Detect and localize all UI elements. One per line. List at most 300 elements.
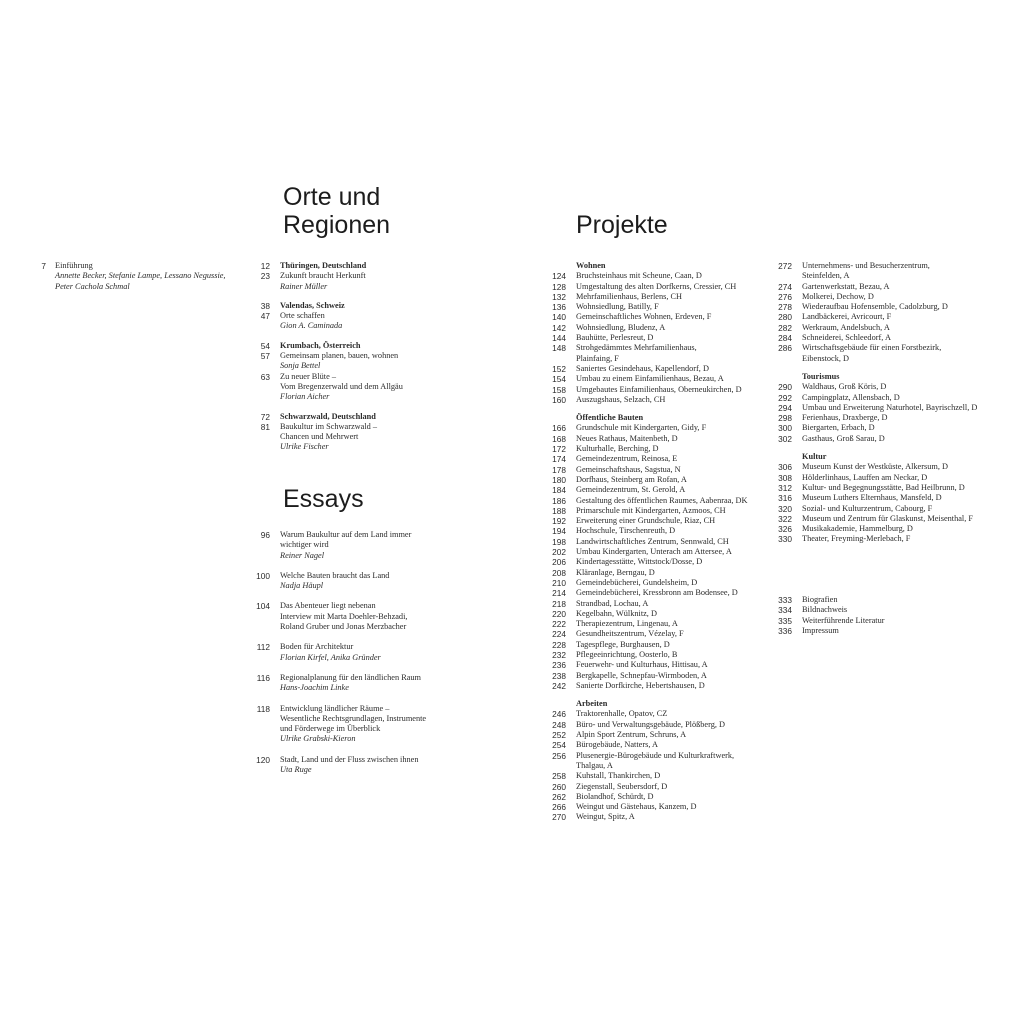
page-number: 206 [552,557,566,568]
project-entry [778,462,1016,473]
entry-authors: Annette Becker, Stefanie Lampe, Lessano Negussie, Peter Cachola Schmal [55,271,226,291]
page-number: 236 [552,660,566,671]
page-number: 218 [552,598,566,609]
entry-text: Arbeiten [576,699,608,709]
entry-text: Florian Kirfel, Anika Gründer [280,652,381,662]
project-entry [552,660,770,671]
project-entry [552,547,770,558]
project-entry [552,312,770,323]
region-group [244,261,494,292]
project-entry [778,343,1016,364]
page-number: 254 [552,740,566,751]
essay-entry [244,673,494,694]
page-number: 136 [552,302,566,313]
section-heading [576,261,770,271]
entry-text: Weiterführende Literatur [802,615,885,625]
entry-text: Biolandhof, Schürdt, D [576,791,654,801]
entry-text: Sozial- und Kulturzentrum, Cabourg, F [802,503,933,513]
entry-text: Krumbach, Österreich [280,340,361,350]
entry-text: Museum und Zentrum für Glaskunst, Meisenthal, F [802,513,973,523]
project-entry [552,363,770,374]
entry-text: Kegelbahn, Wülknitz, D [576,608,657,618]
page-number: 246 [552,709,566,720]
entry-text: Wiederaufbau Hofensemble, Cadolzburg, D [802,302,948,312]
intro-entry [20,261,250,292]
entry-text: Ulrike Grabski-Kieron [280,734,356,744]
project-section [766,372,1016,444]
page-number: 262 [552,791,566,802]
entry-text: Alpin Sport Zentrum, Schruns, A [576,730,687,740]
page-number: 188 [552,505,566,516]
region-group [244,412,494,453]
entry-text: Wohnen [576,261,606,270]
entry-text: Traktorenhalle, Opatov, CZ [576,709,668,719]
entry-text: Unternehmens- und Besucherzentrum, Steinfelden, A [802,261,930,281]
project-entry [552,791,770,802]
page-number: 38 [260,300,270,311]
project-entry [552,495,770,506]
essay-author [280,551,494,561]
project-entry [552,588,770,599]
project-section [540,413,770,691]
project-entry [552,750,770,772]
entry-text: Stadt, Land und der Fluss zwischen ihnen [280,754,419,764]
essay-author [280,734,494,744]
regions-heading: Orte und Regionen [283,183,391,239]
project-entry [552,639,770,650]
entry-text: Zukunft braucht Herkunft [280,271,366,281]
entry-text: Reiner Nagel [280,550,325,560]
page-number: 210 [552,577,566,588]
essay-title [256,570,494,581]
project-entry [552,649,770,660]
entry-text: Thüringen, Deutschland [280,261,367,270]
region-entry [260,371,494,393]
project-entry [552,423,770,434]
region-entry [260,271,494,282]
entry-text: Weingut, Spitz, A [576,812,635,822]
region-title [260,411,494,422]
entry-text: Mehrfamilienhaus, Berlens, CH [576,291,682,301]
entry-text: Molkerei, Dechow, D [802,291,874,301]
region-entry [260,351,494,362]
page-number: 172 [552,444,566,455]
page-number: 232 [552,649,566,660]
project-entry [552,536,770,547]
appendix-entry [778,615,1016,626]
project-entry [552,374,770,385]
page-number: 238 [552,670,566,681]
entry-text: Biergarten, Erbach, D [802,423,875,433]
page-number: 312 [778,482,792,493]
page-number: 208 [552,567,566,578]
entry-text: Nadja Häupl [280,581,324,591]
page-number: 270 [552,812,566,823]
entry-text: Feuerwehr- und Kulturhaus, Hittisau, A [576,660,708,670]
entry-text: Gemeindezentrum, St. Gerold, A [576,485,686,495]
page-number: 224 [552,629,566,640]
page-number: 286 [778,343,792,354]
appendix-entry [778,625,1016,636]
region-title [260,261,494,271]
page-number: 194 [552,526,566,537]
page-number: 160 [552,394,566,405]
page-number: 272 [778,261,792,271]
page-number: 294 [778,402,792,413]
essay-title [256,601,494,632]
page-number: 120 [256,754,270,765]
entry-text: Tagespflege, Burghausen, D [576,639,670,649]
project-entry [778,291,1016,302]
entry-text: Gemeindebücherei, Kressbronn am Bodensee, D [576,588,738,598]
entry-text: Therapiezentrum, Lingenau, A [576,619,678,629]
entry-text: Kultur [802,452,827,462]
page-number: 290 [778,382,792,393]
page-number: 7 [41,261,46,271]
page-number: 148 [552,343,566,354]
entry-text: Kindertagesstätte, Wittstock/Dosse, D [576,557,703,567]
project-entry [552,474,770,485]
essay-title [256,754,494,765]
essays-list [244,530,494,785]
project-entry [552,781,770,792]
entry-text: Schneiderei, Schleedorf, A [802,333,891,343]
page-number: 154 [552,374,566,385]
essay-entry [244,530,494,561]
entry-text: Uta Ruge [280,765,312,775]
entry-text: Gemeinschaftliches Wohnen, Erdeven, F [576,312,712,322]
entry-text: Büro- und Verwaltungsgebäude, Plößberg, D [576,719,726,729]
project-entry [552,608,770,619]
project-entry [552,505,770,516]
entry-text: Bildnachweis [802,605,848,615]
project-entry [778,322,1016,333]
entry-text: Das Abenteuer liegt nebenan Interview mit Marta Doehler-Behzadi, Roland Gruber und Jonas Merzbacher [280,601,408,632]
page-number: 298 [778,413,792,424]
page-number: 144 [552,333,566,344]
project-entry [778,333,1016,344]
essay-title [256,672,494,683]
page-number: 292 [778,392,792,403]
page-number: 178 [552,464,566,475]
essay-entry [244,642,494,663]
section-heading [576,699,770,709]
projects-heading: Projekte [576,211,668,239]
entry-text: Kläranlage, Berngau, D [576,567,655,577]
entry-text: Erweiterung einer Grundschule, Riaz, CH [576,516,716,526]
entry-author [280,392,494,402]
entry-text: Musikakademie, Hammelburg, D [802,524,913,534]
page-number: 140 [552,312,566,323]
page-number: 333 [778,595,792,605]
region-group [244,341,494,403]
page-number: 336 [778,625,792,636]
project-entry [552,812,770,823]
projects-column-2 [766,261,1016,553]
entry-text: Museum Luthers Elternhaus, Mansfeld, D [802,493,942,503]
entry-text: Schwarzwald, Deutschland [280,411,376,421]
essay-entry [244,601,494,632]
entry-text: Bergkapelle, Schnepfau-Wirmboden, A [576,670,707,680]
entry-author [280,361,494,371]
entry-author [280,321,494,331]
page-number: 214 [552,588,566,599]
entry-text: Bruchsteinhaus mit Scheune, Caan, D [576,271,702,281]
entry-text: Gartenwerkstatt, Bezau, A [802,281,890,291]
page-number: 302 [778,433,792,444]
project-entry [552,709,770,720]
entry-text: Grundschule mit Kindergarten, Gidy, F [576,423,707,433]
page-number: 284 [778,333,792,344]
entry-text: Gemeinsam planen, bauen, wohnen [280,351,399,361]
page-number: 174 [552,454,566,465]
page-number: 260 [552,781,566,792]
entry-author [280,442,494,452]
page-number: 316 [778,493,792,504]
project-entry [552,619,770,630]
page-number: 124 [552,271,566,282]
entry-text: Umbau zu einem Einfamilienhaus, Bezau, A [576,374,724,384]
page-number: 256 [552,750,566,761]
page-number: 322 [778,513,792,524]
page-number: 63 [260,371,270,382]
entry-text: Kulturhalle, Berching, D [576,444,659,454]
entry-text: Gestaltung des öffentlichen Raumes, Aabenraa, DK [576,495,748,505]
project-entry [552,771,770,782]
project-entry [552,444,770,455]
project-entry [552,516,770,527]
entry-text: Gemeinschaftshaus, Sagstua, N [576,464,681,474]
project-entry [552,454,770,465]
project-section [766,452,1016,545]
page-number: 54 [260,340,270,351]
page-number: 198 [552,536,566,547]
page-number: 274 [778,281,792,292]
entry-text: Bürogebäude, Natters, A [576,740,659,750]
project-entry [778,281,1016,292]
project-entry [778,423,1016,434]
entry-text: Biografien [802,595,838,604]
page-number: 168 [552,433,566,444]
entry-text: Sonja Bettel [280,361,321,371]
page-number: 47 [260,311,270,322]
entry-text: Gesundheitszentrum, Vézelay, F [576,629,684,639]
entry-author [280,282,494,292]
page-number: 248 [552,719,566,730]
project-entry [552,802,770,813]
project-entry [552,433,770,444]
entry-text: Auszugshaus, Selzach, CH [576,394,666,404]
entry-text: Baukultur im Schwarzwald – Chancen und Mehrwert [280,421,378,442]
entry-text: Impressum [802,625,839,635]
essay-author [280,765,494,775]
project-entry [778,302,1016,313]
essay-author [280,653,494,663]
page-number: 308 [778,472,792,483]
entry-text: Sanierte Dorfkirche, Hebertshausen, D [576,680,705,690]
project-section [540,699,770,823]
entry-text: Ferienhaus, Draxberge, D [802,413,888,423]
entry-text: Gemeindezentrum, Reinosa, E [576,454,678,464]
entry-text: Regionalplanung für den ländlichen Raum [280,672,422,682]
page-number: 266 [552,802,566,813]
entry-text: Hochschule, Tirschenreuth, D [576,526,676,536]
section-heading [802,452,1016,462]
project-entry [778,413,1016,424]
entry-text: Ziegenstall, Seubersdorf, D [576,781,668,791]
page-number: 118 [256,703,270,714]
entry-text: Waldhaus, Groß Köris, D [802,382,887,392]
essay-author [280,581,494,591]
project-entry [552,730,770,741]
entry-text: Hans-Joachim Linke [280,683,349,693]
essay-title [256,703,494,735]
project-entry [778,524,1016,535]
region-title [260,300,494,311]
entry-text: Umbau und Erweiterung Naturhotel, Bayrischzell, D [802,402,978,412]
project-entry [552,394,770,405]
essay-title [260,530,494,551]
page-number: 152 [552,363,566,374]
project-entry [778,503,1016,514]
entry-text: Entwicklung ländlicher Räume – Wesentliche Rechtsgrundlagen, Instrumente und Förderwege im Überblick [280,703,427,734]
project-entry [552,629,770,640]
project-entry [552,281,770,292]
entry-text: Theater, Freyming-Merlebach, F [802,534,911,544]
project-entry [552,333,770,344]
page-number: 23 [260,271,270,282]
project-entry [552,343,770,364]
page-number: 116 [256,672,270,683]
project-section [766,261,1016,364]
page-number: 132 [552,291,566,302]
page-number: 81 [260,421,270,432]
page-number: 104 [256,601,270,612]
appendix-list [766,595,1016,636]
project-entry [552,322,770,333]
page-number: 192 [552,516,566,527]
region-entry [260,421,494,443]
entry-text: Wohnsiedlung, Bludenz, A [576,322,666,332]
projects-column-1 [540,261,770,831]
entry-text: Gasthaus, Groß Sarau, D [802,433,885,443]
project-section [540,261,770,405]
page-number: 242 [552,680,566,691]
entry-text: Dorfhaus, Steinberg am Rofan, A [576,474,687,484]
page-number: 112 [256,642,270,653]
entry-text: Boden für Architektur [280,642,354,652]
section-heading [576,413,770,423]
essay-entry [244,571,494,592]
page-number: 142 [552,322,566,333]
project-entry [778,392,1016,403]
entry-text: Primarschule mit Kindergarten, Azmoos, CH [576,505,726,515]
page-number: 180 [552,474,566,485]
entry-text: Kuhstall, Thankirchen, D [576,771,661,781]
page-number: 57 [260,351,270,362]
page-number: 158 [552,384,566,395]
project-entry [552,680,770,691]
page-number: 220 [552,608,566,619]
entry-text: Neues Rathaus, Maitenbeth, D [576,433,678,443]
project-entry [552,670,770,681]
entry-text: Gion A. Caminada [280,321,343,331]
entry-text: Campingplatz, Allensbach, D [802,392,900,402]
entry-text: Umgebautes Einfamilienhaus, Oberneukirchen, D [576,384,742,394]
entry-text: Landwirtschaftliches Zentrum, Sennwald, CH [576,536,729,546]
entry-text: Warum Baukultur auf dem Land immer wichtiger wird [280,530,412,550]
essay-title [256,642,494,653]
entry-text: Strandbad, Lochau, A [576,598,649,608]
essay-author [280,683,494,693]
page-number: 186 [552,495,566,506]
entry-text: Wirtschaftsgebäude für einen Forstbezirk, Eibenstock, D [802,343,942,363]
entry-text: Ulrike Fischer [280,442,329,452]
project-entry [552,557,770,568]
project-entry [778,261,1016,282]
page-number: 278 [778,302,792,313]
page-number: 280 [778,312,792,323]
project-entry [552,384,770,395]
page-number: 222 [552,619,566,630]
page-number: 335 [778,615,792,626]
project-entry [552,577,770,588]
entry-text: Rainer Müller [280,281,328,291]
page-number: 128 [552,281,566,292]
page-number: 300 [778,423,792,434]
page-number: 96 [260,530,270,540]
project-entry [778,482,1016,493]
project-entry [552,464,770,475]
project-entry [778,493,1016,504]
section-heading [802,372,1016,382]
page-number: 252 [552,730,566,741]
project-entry [778,534,1016,545]
appendix-entry [778,605,1016,616]
regions-list [244,261,494,462]
entry-text: Werkraum, Andelsbuch, A [802,322,890,332]
page-number: 72 [260,411,270,422]
entry-text: Umgestaltung des alten Dorfkerns, Cressier, CH [576,281,737,291]
appendix-entry [778,595,1016,605]
entry-text: Welche Bauten braucht das Land [280,570,390,580]
page-number: 282 [778,322,792,333]
project-entry [552,526,770,537]
page-number: 12 [260,261,270,271]
essay-entry [244,755,494,776]
entry-text: Umbau Kindergarten, Unterach am Attersee, A [576,547,732,557]
project-entry [778,433,1016,444]
page-number: 100 [256,570,270,581]
entry-title: Einführung [55,261,93,270]
entry-text: Tourismus [802,371,840,381]
project-entry [552,271,770,282]
essay-entry [244,704,494,745]
entry-text: Strohgedämmtes Mehrfamilienhaus, Plainfaing, F [576,343,697,363]
page-number: 326 [778,524,792,535]
page-number: 334 [778,605,792,616]
essays-heading: Essays [283,485,364,513]
entry-text: Museum Kunst der Westküste, Alkersum, D [802,462,948,472]
page-number: 276 [778,291,792,302]
entry-text: Orte schaffen [280,311,325,321]
entry-text: Landbäckerei, Avricourt, F [802,312,892,322]
entry-text: Bauhütte, Perlesreut, D [576,333,654,343]
page-number: 258 [552,771,566,782]
entry-text: Saniertes Gesindehaus, Kapellendorf, D [576,363,709,373]
region-entry [260,311,494,322]
project-entry [552,291,770,302]
